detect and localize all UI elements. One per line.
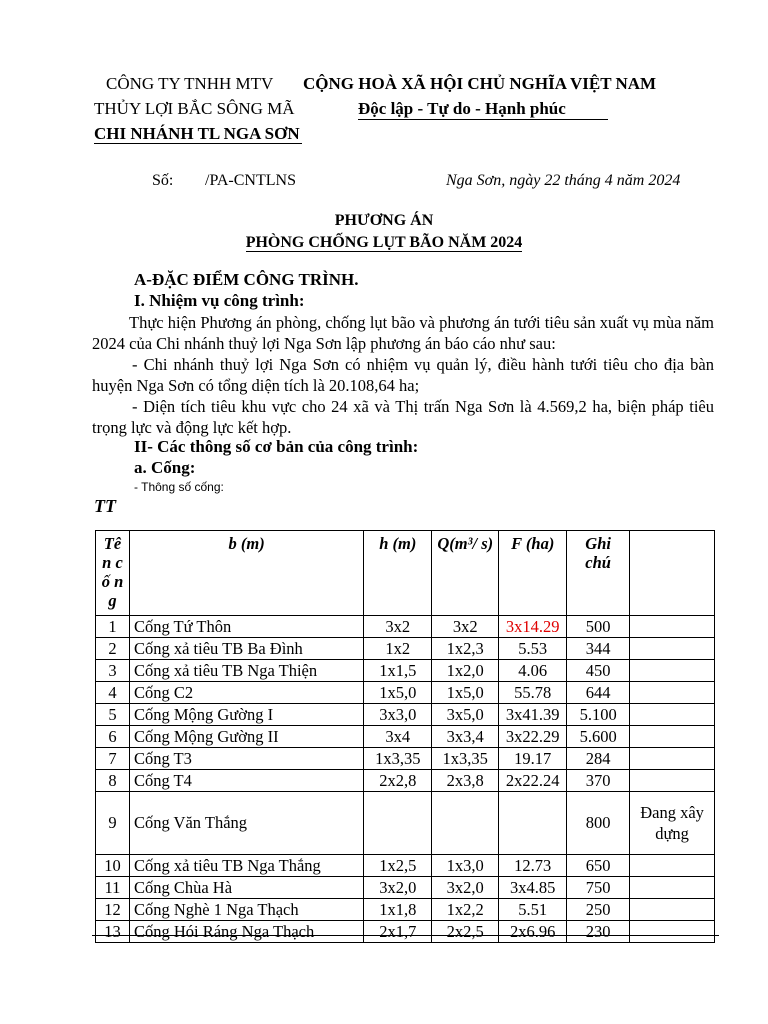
- row-f: 3x22.29: [499, 726, 567, 748]
- paragraph-2: - Chi nhánh thuỷ lợi Nga Sơn có nhiệm vụ quản lý, điều hành tưới tiêu cho địa bàn huyện Nga Sơn có tổng diện tích là 20.108,64 ha;: [92, 355, 714, 395]
- row-f: 3x4.85: [499, 877, 567, 899]
- header-q: Q(m³/ s): [432, 531, 499, 616]
- row-q: 2x3,8: [432, 770, 499, 792]
- row-name: Cống xả tiêu TB Ba Đình: [129, 638, 363, 660]
- row-name: Cống Văn Thắng: [129, 792, 363, 855]
- header-blank: [630, 531, 715, 616]
- header-ghi-chu: Ghi chú: [567, 531, 630, 616]
- row-tt: 10: [96, 855, 130, 877]
- row-ghi-chu: 5.100: [567, 704, 630, 726]
- row-q: 1x5,0: [432, 682, 499, 704]
- row-note: [630, 616, 715, 638]
- section-1-heading: I. Nhiệm vụ công trình:: [134, 291, 305, 310]
- row-name: Cống Tứ Thôn: [129, 616, 363, 638]
- row-note: [630, 855, 715, 877]
- row-ghi-chu: 500: [567, 616, 630, 638]
- row-name: Cống C2: [129, 682, 363, 704]
- row-tt: 6: [96, 726, 130, 748]
- row-name: Cống Nghè 1 Nga Thạch: [129, 899, 363, 921]
- table-bottom-rule: [92, 935, 719, 936]
- row-note: Đang xây dựng: [630, 792, 715, 855]
- row-f: 3x14.29: [499, 616, 567, 638]
- document-title-line2-text: PHÒNG CHỐNG LỤT BÃO NĂM 2024: [245, 234, 523, 251]
- row-tt: 13: [96, 921, 130, 943]
- table-row: [96, 704, 715, 726]
- row-q: [432, 792, 499, 855]
- row-tt: 9: [96, 792, 130, 855]
- row-tt: 7: [96, 748, 130, 770]
- row-h: 2x2,8: [364, 770, 432, 792]
- row-name: Cống Hói Ráng Nga Thạch: [129, 921, 363, 943]
- row-tt: 1: [96, 616, 130, 638]
- tt-label: TT: [94, 496, 116, 516]
- gate-specs-table: [95, 530, 715, 943]
- header-ten-cong: Tê n cố ng: [96, 531, 130, 616]
- company-name-line2: THỦY LỢI BẮC SÔNG MÃ: [94, 99, 295, 118]
- paragraph-1: Thực hiện Phương án phòng, chống lụt bão và phương án tưới tiêu sản xuất vụ mùa năm 2024 của Chi nhánh thuỷ lợi Nga Sơn lập phương án báo cáo như sau:: [92, 313, 714, 353]
- table-row: [96, 682, 715, 704]
- row-name: Cống xả tiêu TB Nga Thiện: [129, 660, 363, 682]
- row-h: 1x2: [364, 638, 432, 660]
- header-h: h (m): [364, 531, 432, 616]
- row-name: Cống T3: [129, 748, 363, 770]
- row-note: [630, 921, 715, 943]
- table-row: [96, 899, 715, 921]
- table-row: [96, 638, 715, 660]
- row-tt: 2: [96, 638, 130, 660]
- section-a-heading: A-ĐẶC ĐIỂM CÔNG TRÌNH.: [134, 270, 359, 289]
- row-ghi-chu: 450: [567, 660, 630, 682]
- row-q: 1x2,3: [432, 638, 499, 660]
- row-tt: 11: [96, 877, 130, 899]
- header-b: b (m): [129, 531, 363, 616]
- row-f: 3x41.39: [499, 704, 567, 726]
- document-title-line1: PHƯƠNG ÁN: [334, 212, 434, 229]
- row-ghi-chu: 250: [567, 899, 630, 921]
- row-f: 55.78: [499, 682, 567, 704]
- row-h: 2x1,7: [364, 921, 432, 943]
- row-note: [630, 682, 715, 704]
- row-tt: 4: [96, 682, 130, 704]
- row-note: [630, 660, 715, 682]
- specs-note: - Thông số cống:: [134, 480, 224, 494]
- row-name: Cống Mộng Gường II: [129, 726, 363, 748]
- row-ghi-chu: 5.600: [567, 726, 630, 748]
- row-h: 1x2,5: [364, 855, 432, 877]
- motto: Độc lập - Tự do - Hạnh phúc: [358, 99, 608, 120]
- section-2-heading: II- Các thông số cơ bản của công trình:: [134, 437, 419, 456]
- row-f: 5.51: [499, 899, 567, 921]
- table-row: [96, 616, 715, 638]
- branch-name: [94, 124, 302, 144]
- row-q: 3x2,0: [432, 877, 499, 899]
- row-q: 1x3,0: [432, 855, 499, 877]
- document-number: /PA-CNTLNS: [205, 172, 296, 189]
- section-2a-heading: a. Cống:: [134, 458, 196, 477]
- row-f: [499, 792, 567, 855]
- row-ghi-chu: 644: [567, 682, 630, 704]
- row-h: 1x1,8: [364, 899, 432, 921]
- row-note: [630, 704, 715, 726]
- row-h: [364, 792, 432, 855]
- row-note: [630, 899, 715, 921]
- row-ghi-chu: 650: [567, 855, 630, 877]
- place-date: Nga Sơn, ngày 22 tháng 4 năm 2024: [446, 172, 681, 189]
- row-ghi-chu: 750: [567, 877, 630, 899]
- row-name: Cống T4: [129, 770, 363, 792]
- company-name-line1: CÔNG TY TNHH MTV: [106, 74, 274, 93]
- document-number-label: Số:: [152, 172, 174, 189]
- table-row: [96, 792, 715, 855]
- paragraph-3: - Diện tích tiêu khu vực cho 24 xã và Thị trấn Nga Sơn là 4.569,2 ha, biện pháp tiêu trọng lực và động lực kết hợp.: [92, 397, 714, 437]
- row-name: Cống Chùa Hà: [129, 877, 363, 899]
- row-h: 3x4: [364, 726, 432, 748]
- row-q: 3x3,4: [432, 726, 499, 748]
- row-note: [630, 770, 715, 792]
- row-ghi-chu: 370: [567, 770, 630, 792]
- table-row: [96, 726, 715, 748]
- row-h: 3x3,0: [364, 704, 432, 726]
- row-h: 1x1,5: [364, 660, 432, 682]
- table-header-row: [96, 531, 715, 616]
- row-f: 2x22.24: [499, 770, 567, 792]
- row-f: 2x6.96: [499, 921, 567, 943]
- row-f: 12.73: [499, 855, 567, 877]
- table-row: [96, 770, 715, 792]
- row-q: 1x2,0: [432, 660, 499, 682]
- row-h: 3x2: [364, 616, 432, 638]
- document-title-line2: [0, 234, 768, 252]
- row-f: 19.17: [499, 748, 567, 770]
- row-tt: 5: [96, 704, 130, 726]
- row-tt: 12: [96, 899, 130, 921]
- table-row: [96, 748, 715, 770]
- header-f: F (ha): [499, 531, 567, 616]
- row-note: [630, 726, 715, 748]
- table-row: [96, 921, 715, 943]
- row-tt: 8: [96, 770, 130, 792]
- row-name: Cống xả tiêu TB Nga Thắng: [129, 855, 363, 877]
- row-ghi-chu: 800: [567, 792, 630, 855]
- row-note: [630, 638, 715, 660]
- row-ghi-chu: 230: [567, 921, 630, 943]
- branch-name-text: CHI NHÁNH TL NGA SƠN: [94, 124, 300, 143]
- row-q: 1x2,2: [432, 899, 499, 921]
- row-tt: 3: [96, 660, 130, 682]
- row-note: [630, 748, 715, 770]
- row-f: 5.53: [499, 638, 567, 660]
- row-h: 1x5,0: [364, 682, 432, 704]
- table-row: [96, 660, 715, 682]
- row-q: 3x2: [432, 616, 499, 638]
- row-q: 2x2,5: [432, 921, 499, 943]
- row-h: 1x3,35: [364, 748, 432, 770]
- row-h: 3x2,0: [364, 877, 432, 899]
- row-ghi-chu: 284: [567, 748, 630, 770]
- table-row: [96, 855, 715, 877]
- row-q: 1x3,35: [432, 748, 499, 770]
- row-q: 3x5,0: [432, 704, 499, 726]
- row-note: [630, 877, 715, 899]
- nation-title: CỘNG HOÀ XÃ HỘI CHỦ NGHĨA VIỆT NAM: [303, 74, 657, 93]
- row-f: 4.06: [499, 660, 567, 682]
- row-ghi-chu: 344: [567, 638, 630, 660]
- row-name: Cống Mộng Gường I: [129, 704, 363, 726]
- table-row: [96, 877, 715, 899]
